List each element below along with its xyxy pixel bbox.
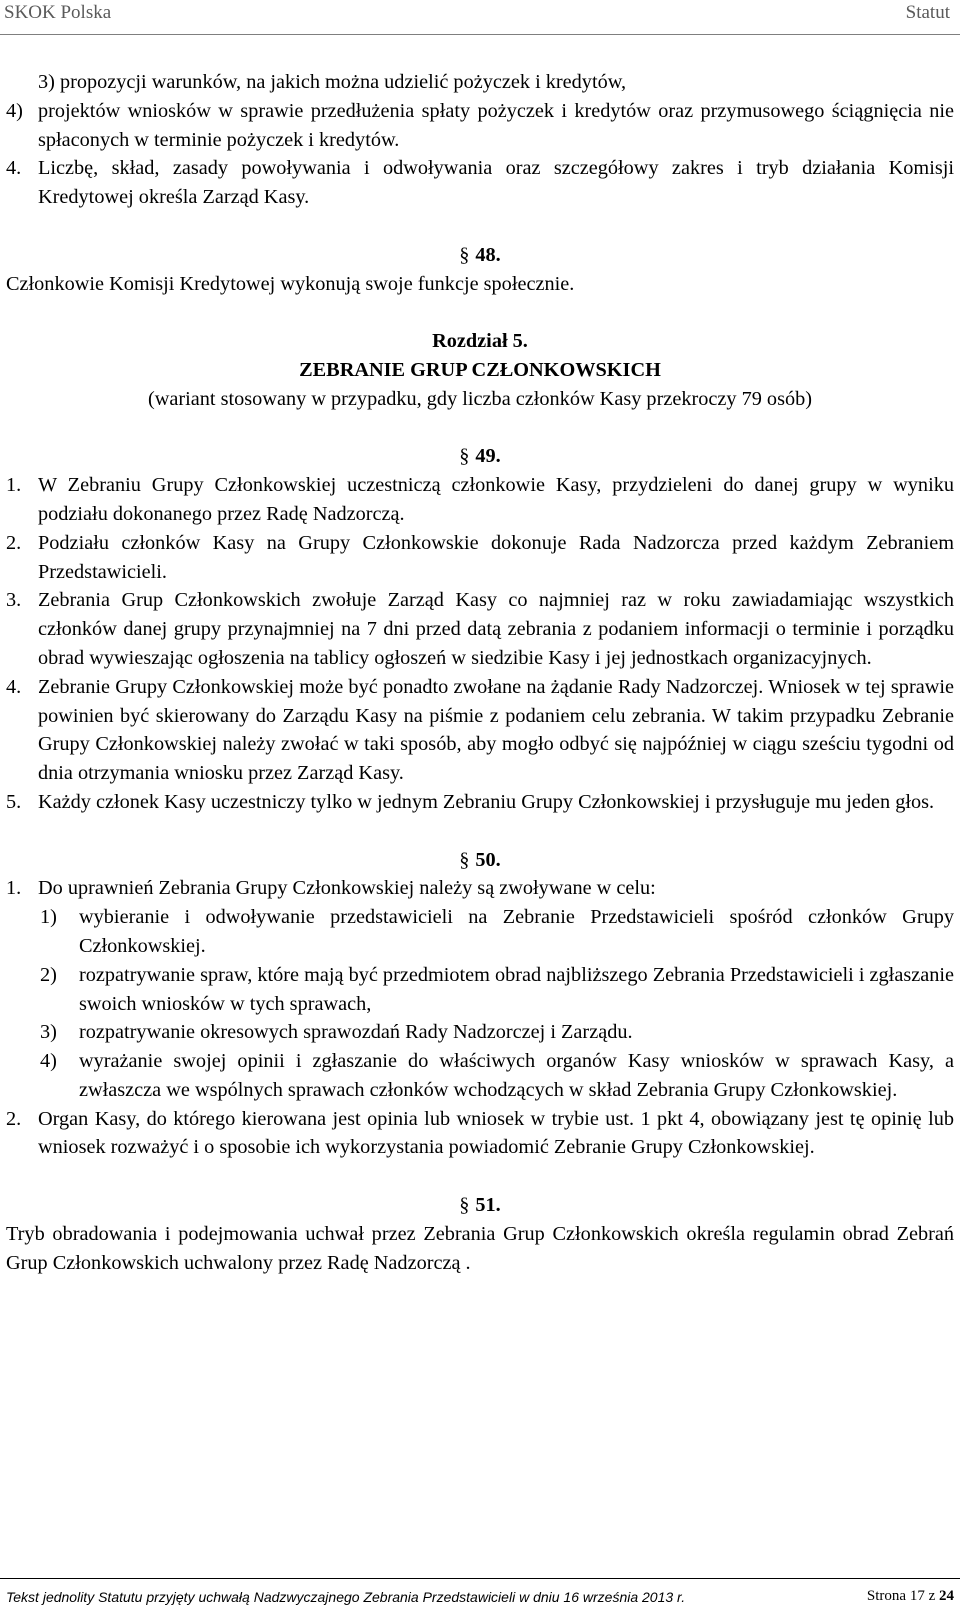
item-text: rozpatrywanie okresowych sprawozdań Rady Nadzorczej i Zarządu.: [79, 1021, 633, 1044]
item-text: projektów wniosków w sprawie przedłużenia spłaty pożyczek i kredytów oraz przymusowego ściągnięcia nie spłaconych w terminie pożyczek i kredytów.: [38, 99, 954, 151]
section-sign: §: [459, 1194, 470, 1217]
item-number: 2): [40, 963, 57, 986]
item-number: 3): [40, 1021, 57, 1044]
item-number: 4): [40, 1050, 57, 1073]
list-item: [6, 471, 954, 529]
list-item: [6, 154, 954, 212]
chapter-subtitle: (wariant stosowany w przypadku, gdy liczba członków Kasy przekroczy 79 osób): [147, 387, 812, 410]
section-sign: §: [459, 848, 470, 871]
page-of: z: [928, 1588, 936, 1604]
item-text: Zebrania Grup Członkowskich zwołuje Zarząd Kasy co najmniej raz w roku zawiadamiając wszystkich członków danej grupy przynajmniej na 7 dni przed datą zebrania z podaniem informacji o terminie i porządku obrad wywieszając ogłoszenia na tablicy ogłoszeń w siedzibie Kasy i jej jednostkach organizacyjnych.: [38, 589, 954, 669]
section-text: Tryb obradowania i podejmowania uchwał przez Zebrania Grup Członkowskich określa regulamin obrad Zebrań Grup Członkowskich uchwalony przez Radę Nadzorczą .: [6, 1222, 954, 1274]
list-item: [6, 1105, 954, 1163]
item-number: 4): [6, 99, 23, 122]
item-text: Podziału członków Kasy na Grupy Członkowskie dokonuje Rada Nadzorcza przed każdym Zebraniem Przedstawicieli.: [38, 531, 954, 583]
item-number: 3.: [6, 589, 22, 612]
item-number: 4.: [6, 675, 22, 698]
section-text: Członkowie Komisji Kredytowej wykonują swoje funkcje społecznie.: [6, 272, 575, 295]
header-right: Statut: [905, 2, 950, 23]
page-footer: [0, 1578, 960, 1613]
header-left: SKOK Polska: [4, 2, 112, 23]
list-item: [6, 673, 954, 788]
item-number: 2.: [6, 1107, 22, 1130]
section-heading-49: [6, 442, 954, 471]
footer-note: Tekst jednolity Statutu przyjęty uchwałą Nadzwyczajnego Zebrania Przedstawicieli w dniu 16 września 2013 r.: [6, 1589, 686, 1605]
section-sign: §: [459, 243, 470, 266]
item-text: rozpatrywanie spraw, które mają być przedmiotem obrad najbliższego Zebrania Przedstawicieli i zgłaszanie swoich wniosków w tych sprawach,: [79, 963, 954, 1015]
item-text: Organ Kasy, do którego kierowana jest opinia lub wniosek w trybie ust. 1 pkt 4, obowiązany jest tę opinię lub wniosek rozważyć i o sposobie ich wykorzystania powiadomić Zebranie Grupy Członkowskiej.: [38, 1107, 954, 1159]
section-number: 48.: [475, 243, 501, 266]
item-number: 5.: [6, 790, 22, 813]
item-text: Każdy członek Kasy uczestniczy tylko w jednym Zebraniu Grupy Członkowskiej i przysługuje mu jeden głos.: [38, 790, 935, 813]
item-text: wybieranie i odwoływanie przedstawicieli na Zebranie Przedstawicieli spośród członków Grupy Członkowskiej.: [79, 906, 954, 957]
section-number: 51.: [475, 1194, 501, 1217]
page-number: 17: [909, 1588, 925, 1604]
section-heading-51: [6, 1191, 954, 1220]
chapter-label: Rozdział 5.: [432, 330, 528, 353]
list-item: [6, 97, 954, 155]
page-total: 24: [939, 1588, 954, 1604]
page-label: Strona: [866, 1588, 907, 1604]
section-number: 49.: [475, 445, 501, 468]
item-text: Zebranie Grupy Członkowskiej może być ponadto zwołane na żądanie Rady Nadzorczej. Wniosek w tej sprawie powinien być skierowany do Zarządu Kasy na piśmie z podaniem celu zebrania. W takim przypadku Zebranie Grupy Członkowskiej należy zwołać w taki sposób, aby mogło odbyć się najpóźniej w ciągu sześciu tygodni od dnia otrzymania wniosku przez Zarząd Kasy.: [38, 675, 954, 785]
item-text: W Zebraniu Grupy Członkowskiej uczestniczą członkowie Kasy, przydzieleni do danej grupy w wyniku podziału dokonanego przez Radę Nadzorczą.: [38, 474, 954, 525]
item-number: 4.: [6, 157, 22, 180]
sub-list-item: [40, 903, 954, 961]
item-number: 1.: [6, 877, 22, 900]
page-counter: [867, 1588, 954, 1605]
section-number: 50.: [475, 848, 501, 871]
list-item: [6, 874, 954, 903]
sub-list-item: [40, 1047, 954, 1105]
item-text: Do uprawnień Zebrania Grupy Członkowskiej należy są zwoływane w celu:: [38, 877, 656, 900]
section-sign: §: [459, 445, 470, 468]
list-item: [6, 788, 954, 817]
sub-list-item: [40, 1018, 954, 1047]
page-header: [0, 0, 960, 35]
item-text: Liczbę, skład, zasady powoływania i odwoływania oraz szczegółowy zakres i tryb działania Komisji Kredytowej określa Zarząd Kasy.: [38, 157, 954, 209]
document-body: [6, 68, 954, 1277]
item-number: 2.: [6, 531, 22, 554]
section-heading-50: [6, 846, 954, 875]
item-number: 1.: [6, 474, 22, 497]
list-item: [6, 529, 954, 587]
list-item: [6, 586, 954, 672]
sub-list-item: [40, 961, 954, 1019]
chapter-title: ZEBRANIE GRUP CZŁONKOWSKICH: [299, 358, 661, 381]
list-item: 3) propozycji warunków, na jakich można udzielić pożyczek i kredytów,: [38, 71, 627, 93]
section-heading-48: [6, 241, 954, 270]
item-number: 1): [40, 906, 57, 929]
item-text: wyrażanie swojej opinii i zgłaszanie do właściwych organów Kasy wniosków w sprawach Kasy, a zwłaszcza we wspólnych sprawach członków wchodzących w skład Zebrania Grupy Członkowskiej.: [79, 1050, 954, 1101]
